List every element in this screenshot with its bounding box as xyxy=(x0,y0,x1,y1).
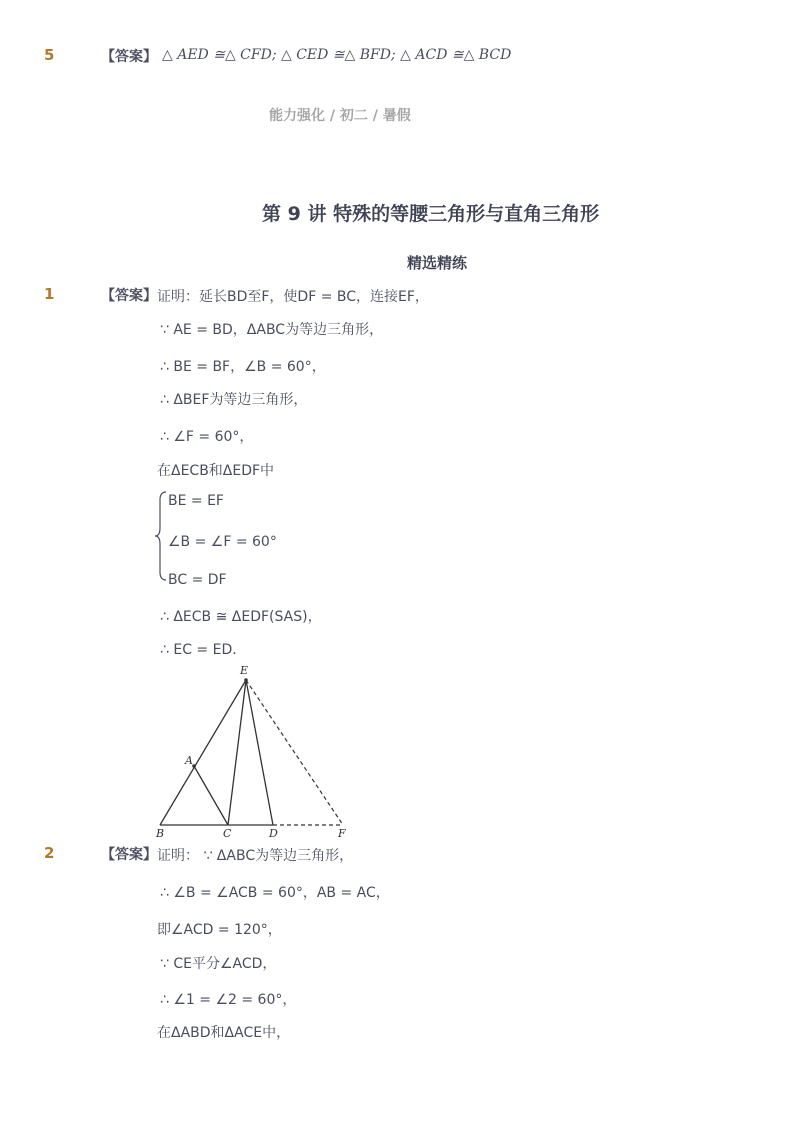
label-e: E xyxy=(240,664,249,677)
condition-line: BE = EF xyxy=(168,493,224,509)
proof-line: 在ΔECB和ΔEDF中 xyxy=(157,463,275,479)
page-title: 第 9 讲 特殊的等腰三角形与直角三角形 xyxy=(262,203,600,225)
proof-line: ∵ AE = BD，ΔABC为等边三角形， xyxy=(160,322,384,338)
label-c: C xyxy=(223,827,232,840)
question-number-1: 1 xyxy=(44,285,55,303)
proof-line: ∴ ∠B = ∠ACB = 60°，AB = AC， xyxy=(160,885,390,901)
section-title: 精选精练 xyxy=(407,254,468,272)
proof-line: ∴ ∠1 = ∠2 = 60°， xyxy=(160,992,297,1008)
answer-tag: 【答案】 xyxy=(101,49,157,65)
label-d: D xyxy=(269,827,278,840)
answer-text: △ AED ≅△ CFD; △ CED ≅△ BFD; △ ACD ≅△ BCD xyxy=(162,47,512,63)
question-number-5: 5 xyxy=(44,46,55,64)
segment-ef-dashed xyxy=(246,680,343,825)
answer-tag: 【答案】 xyxy=(101,847,157,863)
proof-line: ∴ EC = ED． xyxy=(160,642,247,658)
segment-be xyxy=(160,680,246,825)
label-a: A xyxy=(185,754,193,767)
condition-line: ∠B = ∠F = 60° xyxy=(168,534,277,550)
label-f: F xyxy=(338,827,346,840)
proof-line: 在ΔABD和ΔACE中， xyxy=(157,1025,291,1041)
condition-line: BC = DF xyxy=(168,572,227,588)
proof-line: ∵ CE平分∠ACD， xyxy=(160,956,277,972)
proof-line: 证明： ∵ ΔABC为等边三角形， xyxy=(157,848,354,864)
proof-line: ∴ ΔECB ≅ ΔEDF(SAS)， xyxy=(160,609,322,625)
proof-line: ∴ ∠F = 60°， xyxy=(160,429,254,445)
proof-line: 证明：延长BD至F，使DF = BC，连接EF， xyxy=(157,289,429,305)
breadcrumb: 能力强化 / 初二 / 暑假 xyxy=(269,108,411,124)
question-number-2: 2 xyxy=(44,844,55,862)
proof-line: 即∠ACD = 120°， xyxy=(157,922,282,938)
label-b: B xyxy=(156,827,165,840)
segment-ec xyxy=(228,680,246,825)
brace-icon xyxy=(153,490,169,582)
segment-ac xyxy=(194,766,228,825)
segment-ed xyxy=(246,680,273,825)
proof-line: ∴ ΔBEF为等边三角形， xyxy=(160,392,308,408)
proof-line: ∴ BE = BF，∠B = 60°， xyxy=(160,359,326,375)
geometry-figure xyxy=(150,660,360,842)
answer-tag: 【答案】 xyxy=(101,288,157,304)
